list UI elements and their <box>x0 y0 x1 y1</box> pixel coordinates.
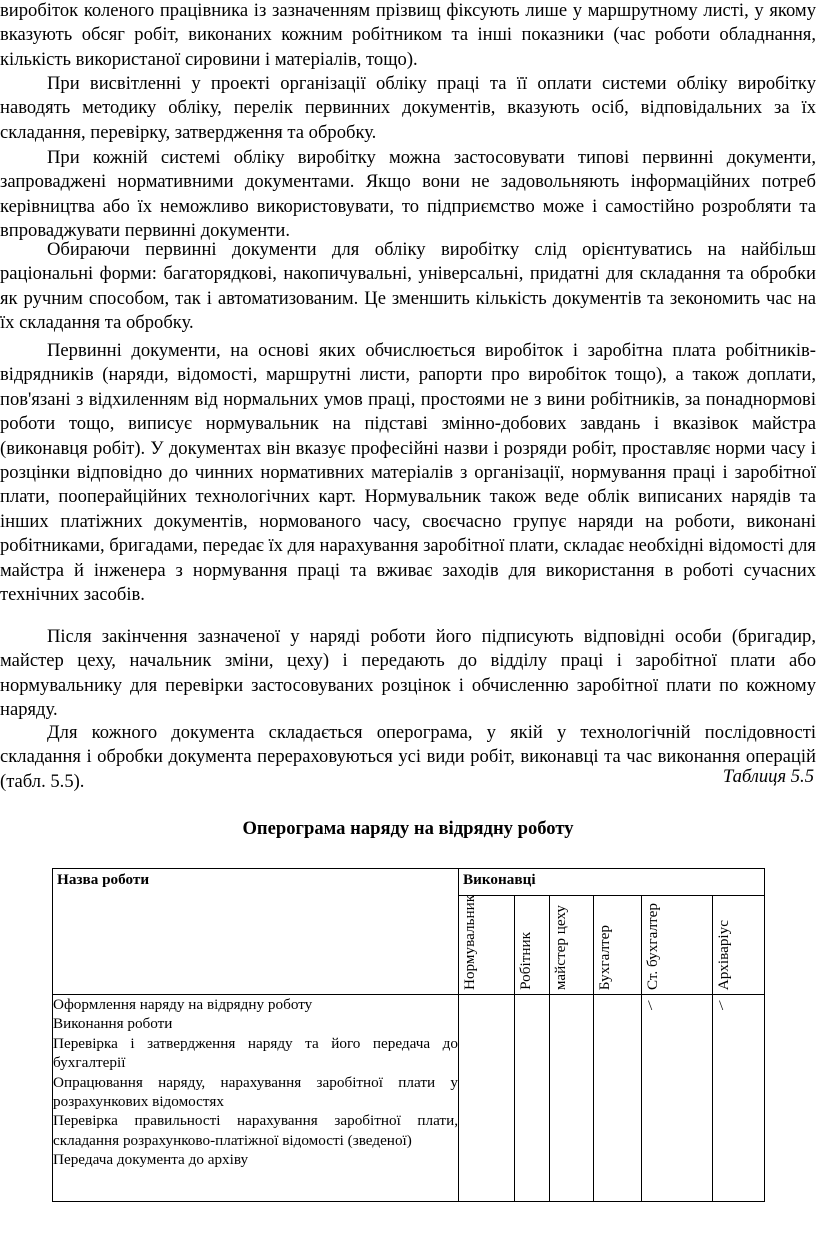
table-number: Таблиця 5.5 <box>722 766 814 787</box>
performer-header <box>642 896 713 995</box>
task-item: Перевірка правильності нарахування заробітної плати, складання розрахунково-платіжної відомості (зведеної) <box>53 1112 458 1149</box>
task-item: Опрацювання наряду, нарахування заробітної плати у розрахункових відомостях <box>53 1073 458 1111</box>
performer-header <box>550 896 594 995</box>
cell-maister <box>550 995 594 1202</box>
paragraph-6: Після закінчення зазначеної у наряді роботи його підписують відповідні особи (бригадир, майстер цеху, начальник зміни, цеху) і передають до відділу праці і заробітної плати або нормувальнику для перевірки застосовуваних розцінок і обчисленню заробітної плати по кожному наряду. <box>0 626 816 721</box>
performer-header <box>594 896 642 995</box>
paragraph-5: Первинні документи, на основі яких обчислюється виробіток і заробітна плата робітників-відрядників (наряди, відомості, маршрутні листи, рапорти про виробіток тощо), а також доплати, пов'язані з відхиленням від нормальних умов праці, простоями не з вини робітників, за понаднормові роботи тощо, виписує нормувальник на підставі змінно-добових завдань і вказівок майстра (виконавця робіт). У документах він вказує професійні назви і розряди робіт, проставляє норми часу і розцінки відповідно до чинних нормативних матеріалів з організації, нормування праці і заробітної плати, пооперайційних технологічних карт. Нормувальник також веде облік виписаних нарядів та інших платіжних документів, нормованого часу, своєчасно групує наряди на роботи, виконані робітниками, бригадами, передає їх для нарахування заробітної плати, складає необхідні відомості для майстра й інженера з нормування праці та вживає заходів для використання в роботі сучасних технічних засобів. <box>0 340 816 606</box>
performer-maister: майстер цеху <box>552 904 569 990</box>
task-item: Оформлення наряду на відрядну роботу <box>53 996 313 1013</box>
task-item: Перевірка і затвердження наряду та його передача до бухгалтерії <box>53 1034 458 1072</box>
table-title: Оперограма наряду на відрядну роботу <box>242 818 574 839</box>
cell-arkhivarius <box>713 995 765 1202</box>
operogram-table <box>52 868 765 1202</box>
tasks-cell <box>53 995 459 1202</box>
task-item: Виконання роботи <box>53 1015 173 1033</box>
flow-mark: \ <box>719 997 724 1014</box>
performer-header <box>515 896 550 995</box>
performer-arkhivarius: Архіваріус <box>715 919 732 990</box>
paragraph-4: Обираючи первинні документи для обліку виробітку слід орієнтуватись на найбільш раціональні форми: багаторядкові, накопичувальні, універсальні, придатні для складання та обробки як ручним способом, так і автоматизованим. Це зменшить кількість документів та зекономить час на їх складання та обробку. <box>0 239 816 334</box>
paragraph-1: виробіток коленого працівника із зазначенням прізвищ фіксують лише у маршрутному листі, у якому вказують обсяг робіт, виконаних кожним робітником та інші показники (час роботи обладнання, кількість використаної сировини і матеріалів, тощо). <box>0 0 816 70</box>
task-item: Передача документа до архіву <box>53 1151 249 1169</box>
cell-st-bukhhalter <box>642 995 713 1202</box>
performer-bukhhalter: Бухгалтер <box>596 924 613 990</box>
performer-header <box>459 896 515 995</box>
flow-mark: \ <box>648 997 653 1014</box>
performer-normuvalnyk: Нормувальник <box>461 894 478 990</box>
performer-robitnyk: Робітник <box>517 932 534 990</box>
paragraph-2: При висвітленні у проекті організації обліку праці та її оплати системи обліку виробітку наводять методику обліку, перелік первинних документів, вказують осіб, відповідальних за їх складання, перевірку, затвердження та обробку. <box>0 73 816 143</box>
performer-st-bukhhalter: Ст. бухгалтер <box>644 902 661 990</box>
cell-normuvalnyk <box>459 995 515 1202</box>
performer-header <box>713 896 765 995</box>
header-performers: Виконавці <box>459 869 765 896</box>
paragraph-7: Для кожного документа складається оперограма, у якій у технологічній послідовності складання і обробки документа перераховуються усі види робіт, виконавці та час виконання операцій (табл. 5.5). <box>0 722 816 792</box>
cell-robitnyk <box>515 995 550 1202</box>
header-task-name: Назва роботи <box>53 869 459 995</box>
cell-bukhhalter <box>594 995 642 1202</box>
paragraph-3: При кожній системі обліку виробітку можна застосовувати типові первинні документи, запроваджені нормативними документами. Якщо вони не задовольняють інформаційних потреб керівництва або їх неможливо використовувати, то підприємство може і самостійно розробляти та впроваджувати первинні документи. <box>0 147 816 242</box>
